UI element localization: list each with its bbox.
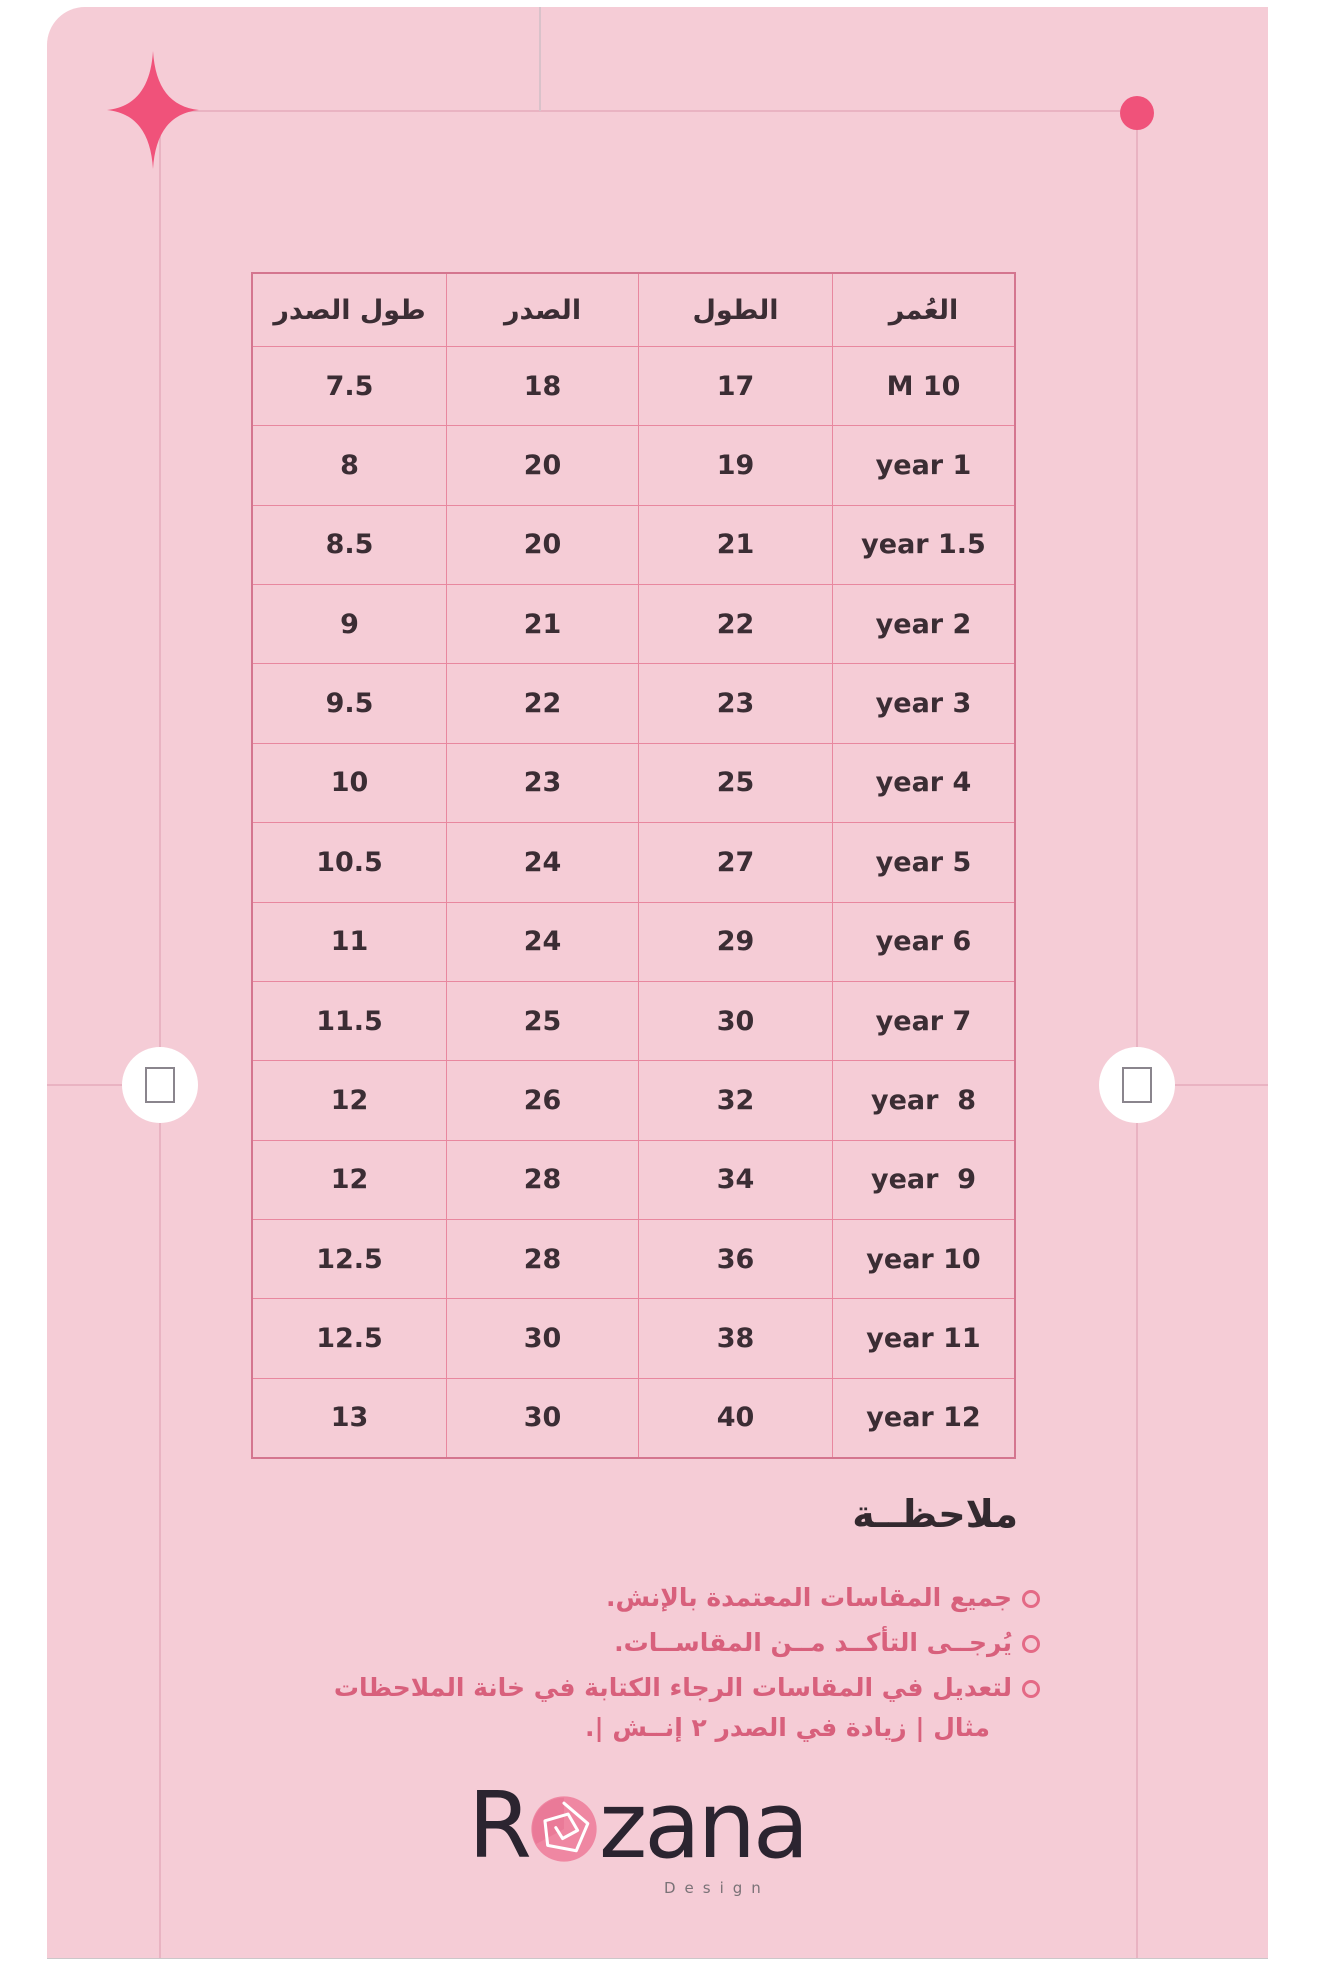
cell-chest-length: 7.5 (253, 347, 447, 425)
cell-length: 19 (639, 426, 833, 504)
cell-age: 10 M (886, 370, 961, 402)
note-item (300, 1668, 1040, 1748)
header-cell-age: العُمر (888, 294, 959, 326)
cell-age: 1.5 year (861, 529, 986, 561)
frame-line-mid-right (1172, 1084, 1268, 1086)
cell-age: 11 year (866, 1322, 981, 1354)
brand-logo (468, 1772, 848, 1897)
cell-chest-length: 12 (253, 1061, 447, 1139)
cell-length: 17 (639, 347, 833, 425)
table-row (253, 1298, 1014, 1377)
marker-circle-right (1099, 1047, 1175, 1123)
notes-list (300, 1578, 1040, 1753)
cell-age: 12 year (866, 1402, 981, 1434)
frame-line-top (153, 110, 1137, 112)
cell-chest-length: 9 (253, 585, 447, 663)
notes-title: ملاحظــة (852, 1492, 1018, 1536)
cell-chest: 30 (447, 1379, 639, 1457)
cell-chest: 24 (447, 823, 639, 901)
frame-line-left (159, 110, 161, 1958)
cell-age: 10 year (866, 1243, 981, 1275)
note-lines (614, 1623, 1012, 1663)
note-item (300, 1578, 1040, 1618)
cell-length: 32 (639, 1061, 833, 1139)
checkbox-square-icon (145, 1067, 175, 1103)
cell-chest: 24 (447, 903, 639, 981)
cell-length: 21 (639, 506, 833, 584)
frame-line-right (1136, 113, 1138, 1958)
cell-chest-length: 8.5 (253, 506, 447, 584)
cell-chest-length: 8 (253, 426, 447, 504)
cell-age: 7 year (875, 1005, 972, 1037)
brand-logo-row (468, 1772, 848, 1879)
table-row (253, 902, 1014, 981)
note-line: يُرجــى التأكــد مــن المقاســات. (614, 1628, 1012, 1657)
cell-chest: 20 (447, 506, 639, 584)
cell-length: 27 (639, 823, 833, 901)
cell-age: 8 year (870, 1084, 977, 1116)
cell-age: 9 year (870, 1164, 977, 1196)
cell-chest: 22 (447, 664, 639, 742)
table-row (253, 584, 1014, 663)
cell-chest-length: 13 (253, 1379, 447, 1457)
note-bullet-icon (1022, 1680, 1040, 1698)
checkbox-square-icon (1122, 1067, 1152, 1103)
cell-age: 3 year (875, 688, 972, 720)
cell-chest: 23 (447, 744, 639, 822)
cell-length: 30 (639, 982, 833, 1060)
table-row (253, 346, 1014, 425)
size-table-header (253, 274, 1014, 346)
cell-length: 34 (639, 1141, 833, 1219)
cell-chest: 25 (447, 982, 639, 1060)
frame-line-mid-left (47, 1084, 127, 1086)
cell-chest-length: 10 (253, 744, 447, 822)
frame-line-top-vertical (539, 7, 541, 111)
cell-length: 29 (639, 903, 833, 981)
sparkle-icon (107, 51, 199, 169)
cell-chest-length: 10.5 (253, 823, 447, 901)
cell-chest: 30 (447, 1299, 639, 1377)
cell-chest: 28 (447, 1141, 639, 1219)
table-row (253, 1378, 1014, 1457)
cell-age: 2 year (875, 608, 972, 640)
accent-dot-icon (1120, 96, 1154, 130)
size-table (251, 272, 1016, 1459)
cell-chest: 18 (447, 347, 639, 425)
cell-chest-length: 12 (253, 1141, 447, 1219)
brand-subtitle: Design (664, 1879, 770, 1897)
note-lines (334, 1668, 1012, 1748)
cell-length: 22 (639, 585, 833, 663)
rose-icon (530, 1795, 598, 1863)
marker-circle-left (122, 1047, 198, 1123)
cell-chest-length: 11 (253, 903, 447, 981)
table-row (253, 981, 1014, 1060)
table-row (253, 1060, 1014, 1139)
brand-letter-r: R (468, 1772, 529, 1879)
note-item (300, 1623, 1040, 1663)
note-bullet-icon (1022, 1590, 1040, 1608)
note-line: مثال | زيادة في الصدر ٢ إنــش |. (585, 1713, 990, 1742)
cell-chest: 26 (447, 1061, 639, 1139)
note-line: جميع المقاسات المعتمدة بالإنش. (606, 1583, 1012, 1612)
cell-chest: 28 (447, 1220, 639, 1298)
header-cell-chest-length: طول الصدر (253, 274, 447, 346)
cell-chest-length: 12.5 (253, 1299, 447, 1377)
cell-length: 40 (639, 1379, 833, 1457)
cell-chest: 20 (447, 426, 639, 504)
cell-age: 5 year (875, 846, 972, 878)
cell-age: 6 year (875, 926, 972, 958)
cell-chest-length: 9.5 (253, 664, 447, 742)
size-table-body (253, 346, 1014, 1457)
cell-length: 25 (639, 744, 833, 822)
cell-age: 4 year (875, 767, 972, 799)
table-row (253, 743, 1014, 822)
table-row (253, 1140, 1014, 1219)
table-row (253, 822, 1014, 901)
note-bullet-icon (1022, 1635, 1040, 1653)
note-lines (606, 1578, 1012, 1618)
table-row (253, 1219, 1014, 1298)
header-cell-length: الطول (639, 274, 833, 346)
cell-length: 38 (639, 1299, 833, 1377)
brand-letters-zana: zana (598, 1772, 807, 1879)
table-row (253, 663, 1014, 742)
cell-chest: 21 (447, 585, 639, 663)
cell-chest-length: 12.5 (253, 1220, 447, 1298)
cell-length: 23 (639, 664, 833, 742)
cell-length: 36 (639, 1220, 833, 1298)
table-row (253, 425, 1014, 504)
cell-age: 1 year (875, 450, 972, 482)
table-row (253, 505, 1014, 584)
header-cell-chest: الصدر (447, 274, 639, 346)
note-line: لتعديل في المقاسات الرجاء الكتابة في خانة الملاحظات (333, 1673, 1012, 1702)
cell-chest-length: 11.5 (253, 982, 447, 1060)
